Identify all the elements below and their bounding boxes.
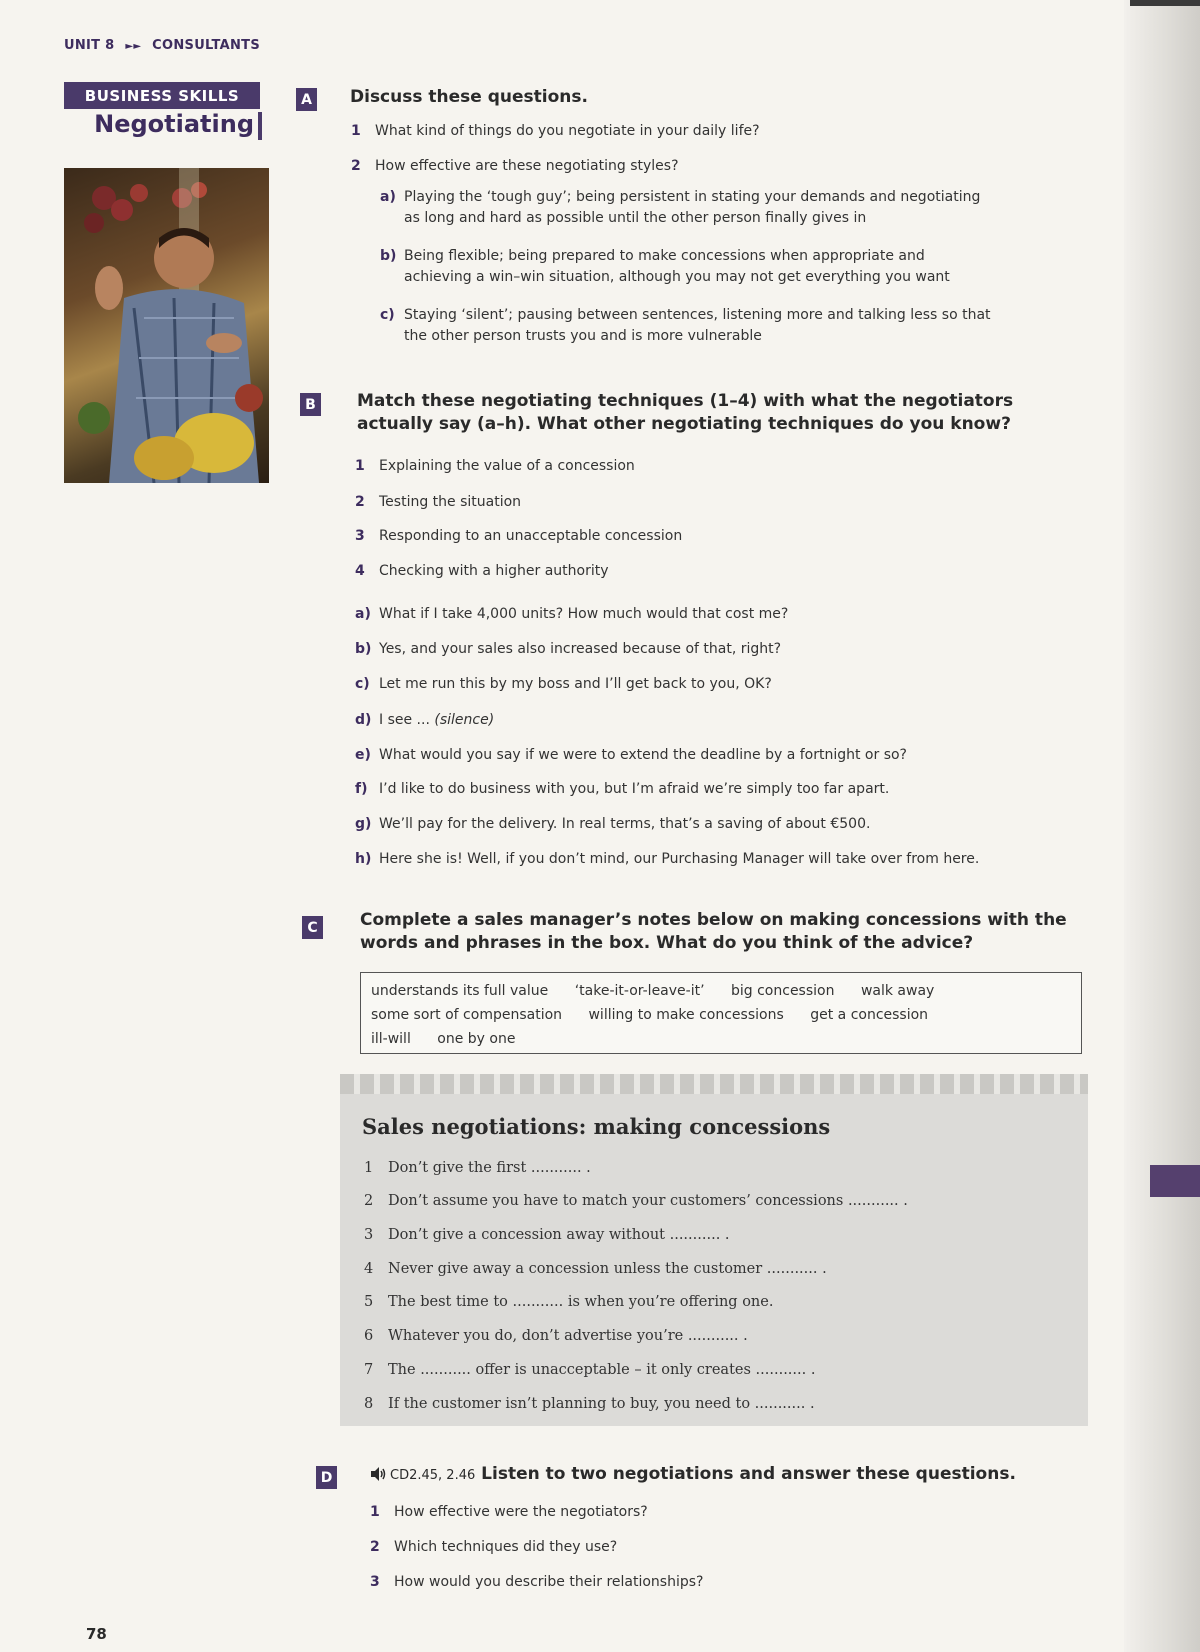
section-a-question-1: 1 What kind of things do you negotiate in your daily life? (351, 123, 760, 139)
word-item: willing to make concessions (588, 1007, 784, 1023)
word-item: ill-will (371, 1031, 411, 1047)
section-d-question-1: 1 How effective were the negotiators? (370, 1504, 648, 1520)
page-corner (1130, 0, 1200, 6)
title-accent-bar (258, 112, 262, 140)
cd-track-label: CD2.45, 2.46 (390, 1468, 476, 1483)
technique-3: 3 Responding to an unacceptable concession (355, 528, 683, 544)
saying-b: b) Yes, and your sales also increased because of that, right? (355, 641, 782, 657)
notes-torn-edge (340, 1074, 1088, 1094)
style-a: a) Playing the ‘tough guy’; being persistent in stating your demands and negotiating as long and hard as possible until the other person finally gives in (380, 189, 981, 226)
technique-2: 2 Testing the situation (355, 494, 522, 510)
section-a-badge: A (296, 88, 317, 111)
style-b: b) Being flexible; being prepared to make concessions when appropriate and achieving a win–win situation, although you may not get everything you want (380, 248, 950, 285)
header-arrow: ►► (125, 41, 142, 52)
section-d-badge: D (316, 1466, 337, 1489)
word-item: big concession (731, 983, 835, 999)
saying-g: g) We’ll pay for the delivery. In real terms, that’s a saving of about €500. (355, 816, 871, 832)
word-item: understands its full value (371, 983, 549, 999)
market-vendor-photo (64, 168, 269, 483)
unit-number: UNIT 8 (64, 38, 115, 53)
sales-notes-panel (340, 1074, 1088, 1426)
skill-title: Negotiating (94, 110, 254, 138)
section-b-badge: B (300, 393, 321, 416)
note-8: 8 If the customer isn’t planning to buy, you need to ........... . (364, 1396, 815, 1412)
section-d-heading: CD2.45, 2.46 Listen to two negotiations and answer these questions. (370, 1463, 1016, 1487)
section-d-question-2: 2 Which techniques did they use? (370, 1539, 618, 1555)
style-c: c) Staying ‘silent’; pausing between sentences, listening more and talking less so that the other person trusts you and is more vulnerable (380, 307, 991, 344)
unit-topic: CONSULTANTS (152, 38, 261, 53)
technique-1: 1 Explaining the value of a concession (355, 458, 635, 474)
saying-e: e) What would you say if we were to extend the deadline by a fortnight or so? (355, 747, 907, 763)
word-item: one by one (437, 1031, 516, 1047)
technique-4: 4 Checking with a higher authority (355, 563, 609, 579)
note-6: 6 Whatever you do, don’t advertise you’re ........... . (364, 1328, 748, 1344)
note-5: 5 The best time to ........... is when you’re offering one. (364, 1294, 774, 1310)
section-c-heading: Complete a sales manager’s notes below on making concessions with the words and phrases in the box. What do you think of the advice? (360, 910, 1067, 953)
page-gutter-shadow (1124, 0, 1200, 1652)
speaker-icon (370, 1467, 386, 1481)
business-skills-label: BUSINESS SKILLS (64, 82, 260, 109)
section-a-heading: Discuss these questions. (350, 87, 588, 107)
saying-h: h) Here she is! Well, if you don’t mind, our Purchasing Manager will take over from here. (355, 851, 980, 867)
unit-header (64, 38, 260, 53)
word-item: walk away (860, 983, 935, 999)
notes-title: Sales negotiations: making concessions (362, 1114, 831, 1139)
word-item: some sort of compensation (371, 1007, 563, 1023)
word-item: ‘take-it-or-leave-it’ (574, 983, 705, 999)
note-7: 7 The ........... offer is unacceptable – it only creates ........... . (364, 1362, 816, 1378)
note-3: 3 Don’t give a concession away without ........... . (364, 1227, 730, 1243)
saying-d: d) I see ... (silence) (355, 712, 495, 728)
section-b-heading: Match these negotiating techniques (1–4) with what the negotiators actually say (a–h). What other negotiating techniques do you know? (357, 391, 1014, 434)
word-box (360, 972, 1082, 1054)
saying-a: a) What if I take 4,000 units? How much would that cost me? (355, 606, 789, 622)
page-edge-tab (1150, 1165, 1200, 1197)
saying-f: f) I’d like to do business with you, but I’m afraid we’re simply too far apart. (355, 781, 890, 797)
section-d-question-3: 3 How would you describe their relationships? (370, 1574, 704, 1590)
page-number: 78 (86, 1625, 107, 1643)
section-a-question-2: 2 How effective are these negotiating styles? (351, 158, 679, 174)
note-2: 2 Don’t assume you have to match your customers’ concessions ........... . (364, 1193, 908, 1209)
note-1: 1 Don’t give the first ........... . (364, 1160, 591, 1176)
section-c-badge: C (302, 916, 323, 939)
saying-c: c) Let me run this by my boss and I’ll get back to you, OK? (355, 676, 772, 692)
word-item: get a concession (810, 1007, 929, 1023)
note-4: 4 Never give away a concession unless the customer ........... . (364, 1261, 827, 1277)
